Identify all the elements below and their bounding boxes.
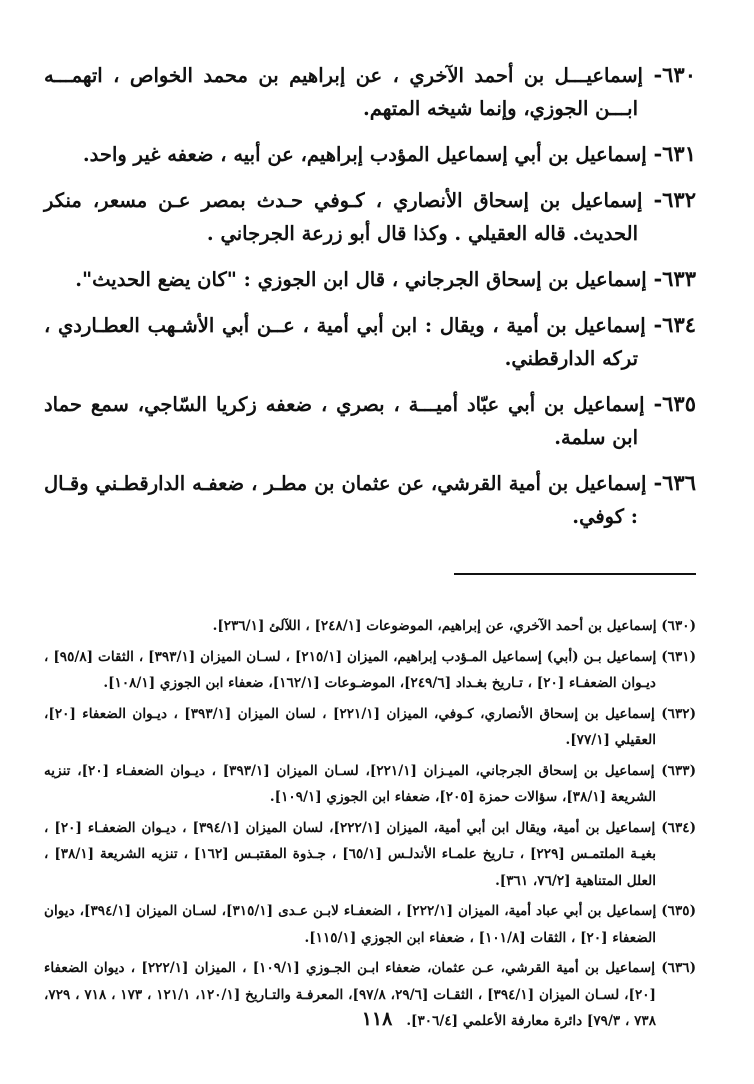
entry-text: إسماعيل بن أمية ، ويقال : ابن أبي أمية ، عــن أبي الأشـهب العطـاردي ، تركه الدارقطني. [44, 314, 646, 370]
footnotes-list [44, 613, 696, 1035]
footnote-divider-wrap [44, 547, 696, 595]
entry-number: ٦٣٦- [653, 470, 696, 495]
entry-number: ٦٣١- [653, 141, 696, 166]
entry-number: ٦٣٤- [653, 312, 697, 337]
entry-number: ٦٣٠- [653, 62, 696, 87]
footnote-631: (٦٣١) إسماعيل بـن (أبي) إسماعيل المـؤدب إبراهيم، الميزان [٢١٥/١] ، لسـان الميزان [٣٩٣/١] ، الثقات [٩٥/٨] ، ديـوان الضعفـاء [٢٠] ، تـاريخ بغـداد [٢٤٩/٦]، الموضـوعات [١٦٢/١]، ضعفاء ابن الجوزي [١٠٨/١]. [44, 648, 696, 691]
footnote-633: (٦٣٣) إسماعيل بن إسحاق الجرجاني، الميـزان [٢٢١/١]، لسـان الميزان [٣٩٣/١] ، ديـوان الضعفـاء [٢٠]، تنزيه الشريعة [٣٨/١]، سؤالات حمزة [٢٠٥]، ضعفاء ابن الجوزي [١٠٩/١]. [44, 762, 696, 805]
page-number: ١١٨ [361, 1008, 393, 1030]
entry-number: ٦٣٥- [653, 391, 696, 416]
entry-634 [44, 308, 696, 375]
entry-632 [44, 183, 696, 250]
footnote-630: (٦٣٠) إسماعيل بن أحمد الآخري، عن إبراهيم، الموضوعات [٢٤٨/١] ، اللآلئ [٢٣٦/١]. [212, 618, 696, 634]
footnote-636: (٦٣٦) إسماعيل بن أمية القرشي، عـن عثمان، ضعفاء ابـن الجـوزي [١٠٩/١] ، الميزان [٢٢٢/١] ، ديوان الضعفاء [٢٠]، لسـان الميزان [٣٩٤/١] ، الثقـات [٢٩/٦، ٩٧/٨]، المعرفـة والتـاريخ [١٢٠/١، ١٢١/١ ، ١٧٣ ، ٧١٨ ، ٧٢٩، ٧٣٨ ، ٧٩/٣] دائرة معارفة الأعلمي [٣٠٦/٤]. [44, 960, 697, 1029]
entry-text: إسماعيل بن أبي عبّاد أميـــة ، بصري ، ضعفه زكريا السّاجي، سمع حماد ابن سلمة. [44, 393, 645, 449]
entry-text: إسماعيل بن إسحاق الأنصاري ، كـوفي حـدث بمصر عـن مسعر، منكر الحديث. قاله العقيلي . وكذا قال أبو زرعة الجرجاني . [44, 189, 643, 245]
footnote-635: (٦٣٥) إسماعيل بن أبي عباد أمية، الميزان [٢٢٢/١] ، الضعفـاء لابـن عـدى [٣١٥/١]، لسـان الميزان [٣٩٤/١]، ديوان الضعفاء [٢٠] ، الثقات [١٠١/٨] ، ضعفاء ابن الجوزي [١١٥/١]. [44, 903, 697, 946]
entry-636 [44, 466, 696, 533]
entry-number: ٦٣٣- [653, 266, 696, 291]
entry-text: إسماعيل بن إسحاق الجرجاني ، قال ابن الجوزي : "كان يضع الحديث". [75, 268, 647, 291]
footnote-divider [454, 573, 696, 575]
footnote-634: (٦٣٤) إسماعيل بن أمية، ويقال ابن أبي أمية، الميزان [٢٢٢/١]، لسان الميزان [٣٩٤/١] ، ديـوان الضعفـاء [٢٠] ، بغيـة الملتمـس [٢٢٩] ، تـاريخ علمـاء الأندلـس [٦٥/١] ، جـذوة المقتبـس [١٦٢] ، تنزيه الشريعة [٣٨/١] ، العلل المتناهية [٧٦/٢، ٣٦١]. [44, 819, 696, 889]
entries-list [44, 58, 696, 533]
entry-633 [44, 262, 696, 296]
entry-630 [44, 58, 696, 125]
footnote-632: (٦٣٢) إسماعيل بن إسحاق الأنصاري، كـوفي، الميزان [٢٢١/١] ، لسان الميزان [٣٩٣/١] ، ديـوان الضعفاء [٢٠]، العقيلي [٧٧/١]. [44, 705, 696, 748]
entry-text: إسماعيـــل بن أحمد الآخري ، عن إبراهيم بن محمد الخواص ، اتهمـــه ابـــن الجوزي، وإنما شيخه المتهم. [44, 64, 643, 120]
page-body [44, 58, 696, 1039]
entry-number: ٦٣٢- [653, 187, 696, 212]
entry-text: إسماعيل بن أبي إسماعيل المؤدب إبراهيم، عن أبيه ، ضعفه غير واحد. [82, 143, 647, 166]
entry-635 [44, 387, 696, 454]
entry-631 [44, 137, 696, 171]
entry-text: إسماعيل بن أمية القرشي، عن عثمان بن مطـر ، ضعفـه الدارقطـني وقـال : كوفي. [44, 472, 647, 528]
